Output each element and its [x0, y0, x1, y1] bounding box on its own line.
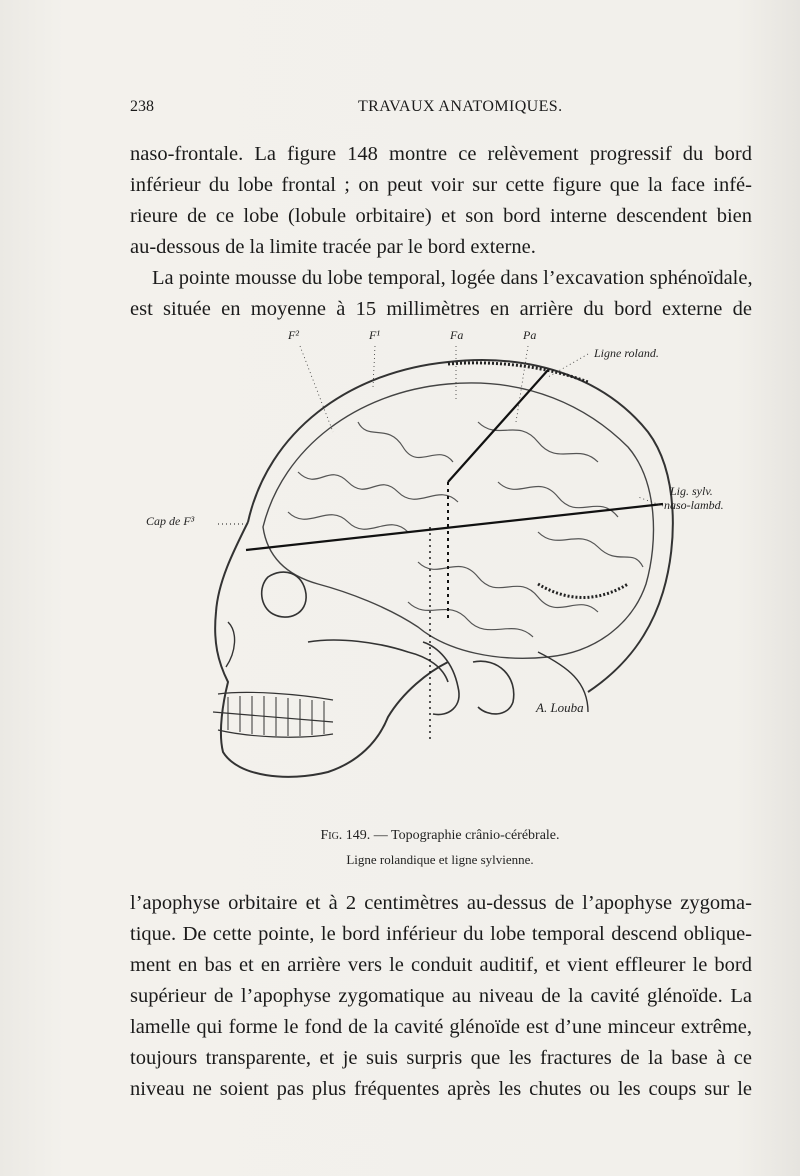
- text-line: est située en moyenne à 15 millimètres en arrière du bord externe de: [130, 298, 752, 320]
- body-text-bottom: [130, 888, 752, 1105]
- text-line: La pointe mousse du lobe temporal, logée dans l’excavation sphénoïdale,: [152, 267, 753, 289]
- skull-brain-illustration: [118, 322, 768, 822]
- text-line: rieure de ce lobe (lobule orbitaire) et son bord interne descendent bien: [130, 205, 752, 227]
- sylvian-line: [246, 504, 663, 550]
- text-line: tique. De cette pointe, le bord inférieur du lobe temporal descend oblique-: [130, 923, 752, 945]
- label-fa: Fa: [450, 328, 464, 342]
- figure-title: — Topographie crânio-cérébrale.: [373, 828, 560, 843]
- text-line: naso-frontale. La figure 148 montre ce relèvement progressif du bord: [130, 143, 752, 165]
- text-line: lamelle qui forme le fond de la cavité glénoïde est d’une minceur extrême,: [130, 1016, 752, 1038]
- label-naso-lambd: naso-lambd.: [664, 498, 724, 512]
- artist-signature: A. Louba: [536, 700, 584, 715]
- text-line: au-dessous de la limite tracée par le bord externe.: [130, 236, 536, 258]
- figure-number: Fig. 149.: [320, 828, 371, 843]
- page-header: [130, 98, 750, 122]
- skull-brain-figure: [118, 322, 768, 822]
- page-number: 238: [130, 98, 154, 115]
- text-line: l’apophyse orbitaire et à 2 centimètres au-dessus de l’apophyse zygoma-: [130, 892, 752, 914]
- label-f2: F²: [288, 328, 299, 342]
- body-text-top: [130, 139, 752, 325]
- rolandic-line: [448, 370, 548, 482]
- label-f1: F¹: [369, 328, 380, 342]
- label-pa: Pa: [523, 328, 537, 342]
- running-title: TRAVAUX ANATOMIQUES.: [358, 98, 563, 115]
- figure-caption: [130, 828, 750, 844]
- text-line: niveau ne soient pas plus fréquentes après les chutes ou les coups sur le: [130, 1078, 752, 1100]
- text-line: supérieur de l’apophyse zygomatique au niveau de la cavité glénoïde. La: [130, 985, 752, 1007]
- text-line: inférieur du lobe frontal ; on peut voir sur cette figure que la face infé-: [130, 174, 752, 196]
- figure-subtitle: Ligne rolandique et ligne sylvienne.: [346, 852, 534, 867]
- text-line: toujours transparente, et je suis surpris que les fractures de la base à ce: [130, 1047, 752, 1069]
- text-line: ment en bas et en arrière vers le conduit auditif, et vient effleurer le bord: [130, 954, 752, 976]
- label-lig-sylv: Lig. sylv.: [670, 484, 713, 498]
- label-cap-f3: Cap de F³: [146, 514, 195, 528]
- label-ligne-roland: Ligne roland.: [594, 346, 659, 360]
